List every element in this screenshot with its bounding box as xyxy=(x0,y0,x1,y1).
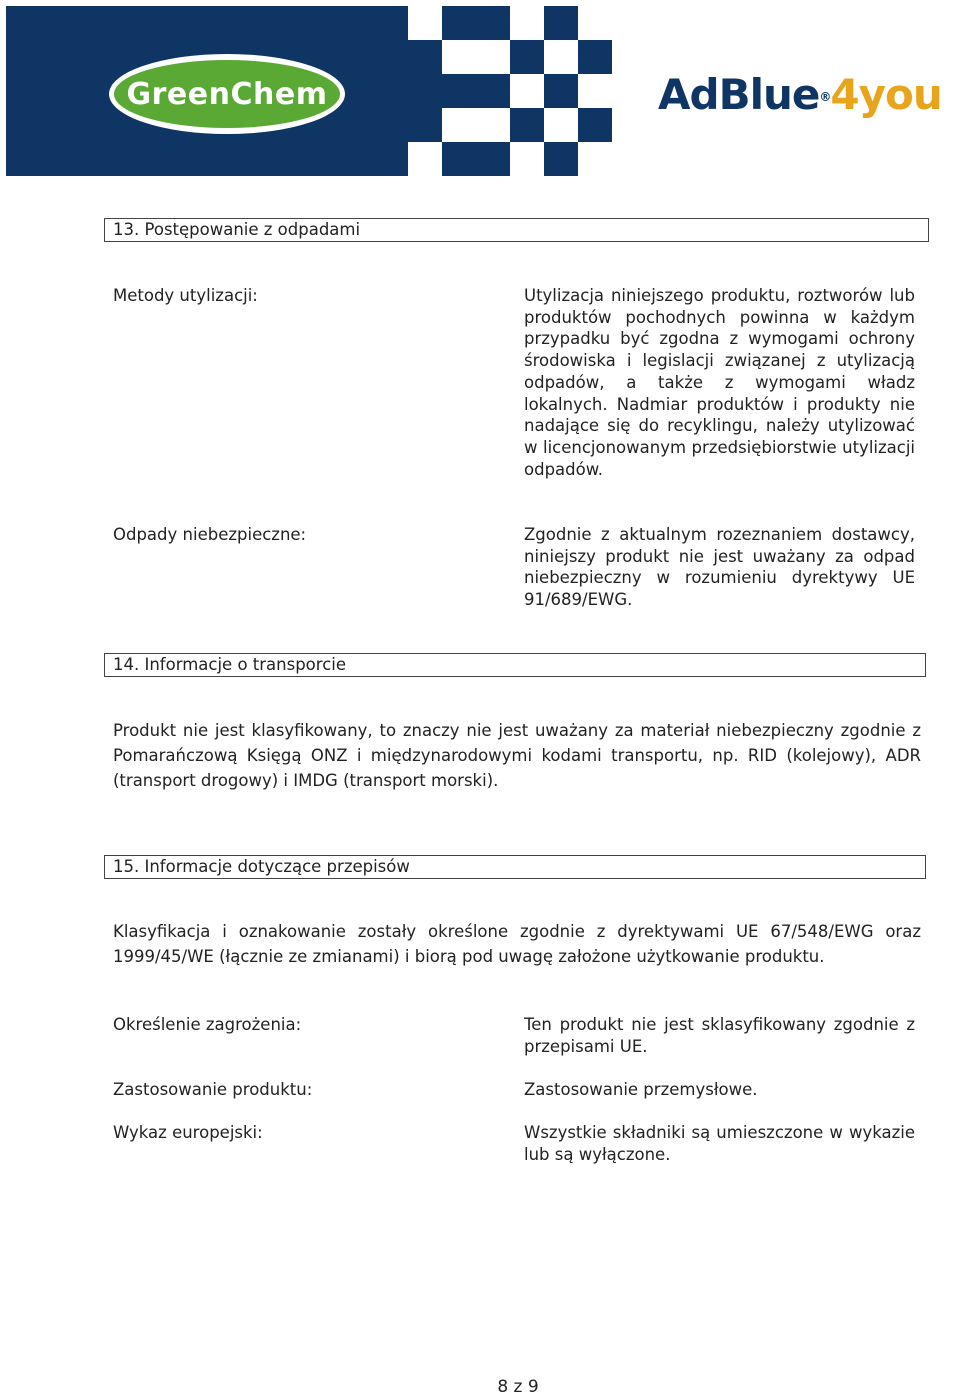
header-banner xyxy=(6,6,960,176)
hazard-identification-label: Określenie zagrożenia: xyxy=(113,1015,302,1034)
regulatory-paragraph: Klasyfikacja i oznakowanie zostały określone zgodnie z dyrektywami UE 67/548/EWG oraz 1999/45/WE (łącznie ze zmianami) i biorą pod uwagę założone użytkowanie produktu. xyxy=(113,922,921,966)
product-use-value: Zastosowanie przemysłowe. xyxy=(524,1080,758,1099)
european-inventory-label: Wykaz europejski: xyxy=(113,1123,263,1142)
section-13-heading xyxy=(104,218,929,242)
product-use-label: Zastosowanie produktu: xyxy=(113,1080,313,1099)
hazardous-waste-value: Zgodnie z aktualnym rozeznaniem dostawcy, niniejszy produkt nie jest uważany za odpad niebezpieczny w rozumieniu dyrektywy UE 91/689/EWG. xyxy=(524,525,915,610)
greenchem-logo-text: GreenChem xyxy=(114,60,340,128)
section-15-title: 15. Informacje dotyczące przepisów xyxy=(113,857,410,876)
disposal-methods-label: Metody utylizacji: xyxy=(113,286,258,305)
section-14-title: 14. Informacje o transporcie xyxy=(113,655,346,674)
registered-mark: ® xyxy=(819,90,831,104)
hazardous-waste-label: Odpady niebezpieczne: xyxy=(113,525,307,544)
section-15-heading xyxy=(104,855,926,879)
section-14-heading xyxy=(104,653,926,677)
greenchem-logo xyxy=(109,54,345,134)
adblue-logo-main: AdBlue xyxy=(658,70,820,119)
hazard-identification-value: Ten produkt nie jest sklasyfikowany zgodnie z przepisami UE. xyxy=(524,1015,915,1056)
european-inventory-value: Wszystkie składniki są umieszczone w wykazie lub są wyłączone. xyxy=(524,1123,915,1164)
adblue-logo-suffix: 4you xyxy=(830,70,942,119)
disposal-methods-value: Utylizacja niniejszego produktu, roztworów lub produktów pochodnych powinna w każdym przypadku być zgodna z wymogami ochrony środowiska i legislacji związanej z utylizacją odpadów, a także z wymogami władz lokalnych. Nadmiar produktów i produkty nie nadające się do recyklingu, należy utylizować w licencjonowanym przedsiębiorstwie utylizacji odpadów. xyxy=(524,286,915,479)
adblue4you-logo xyxy=(658,70,942,119)
section-13-title: 13. Postępowanie z odpadami xyxy=(113,220,361,239)
transport-paragraph: Produkt nie jest klasyfikowany, to znaczy nie jest uważany za materiał niebezpieczny zgodnie z Pomarańczową Księgą ONZ i międzynarodowymi kodami transportu, np. RID (kolejowy), ADR (transport drogowy) i IMDG (transport morski). xyxy=(113,721,921,790)
page-number: 8 z 9 xyxy=(497,1377,539,1397)
